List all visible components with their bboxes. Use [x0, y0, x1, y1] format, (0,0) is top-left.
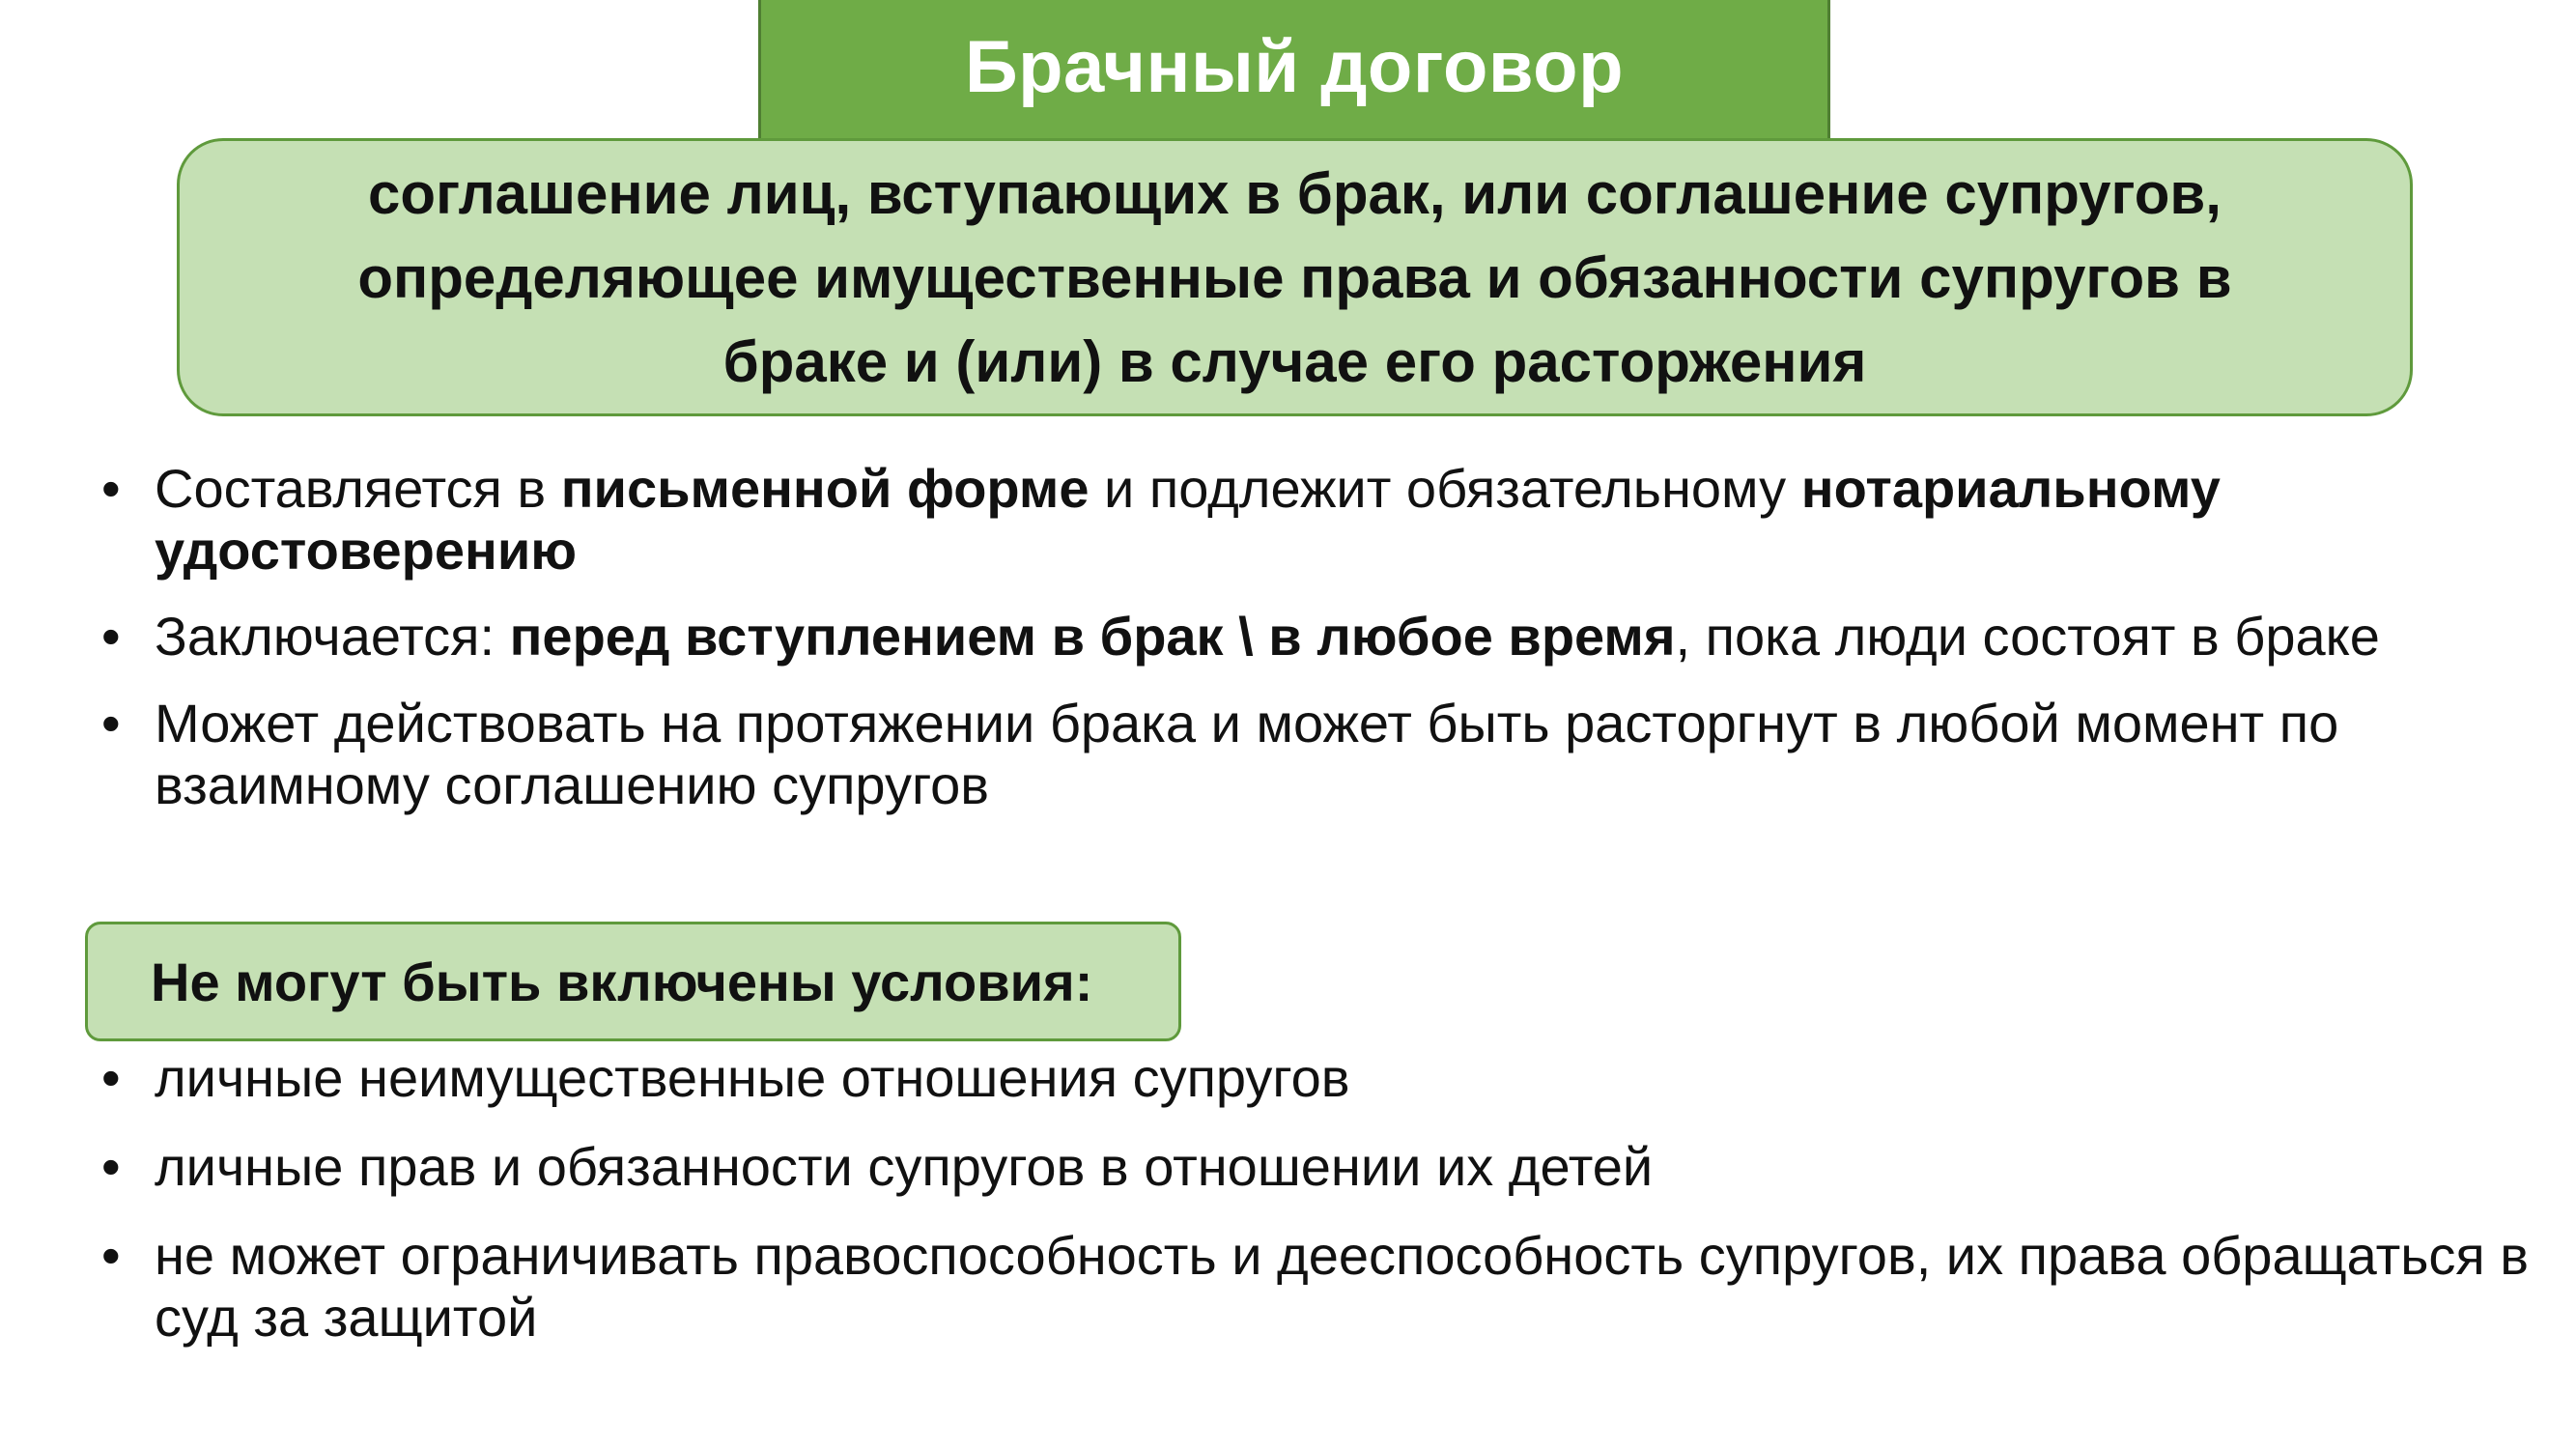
title-banner [758, 0, 1830, 145]
feature-text-part: перед вступлением в брак \ в любое время [509, 606, 1676, 667]
features-list [101, 458, 2535, 816]
feature-text-part: письменной форме [560, 458, 1090, 519]
feature-text-part: , пока люди состоят в браке [1675, 606, 2380, 667]
conditions-heading: Не могут быть включены условия: [151, 951, 1093, 1012]
feature-text-part: и подлежит обязательному [1089, 458, 1801, 519]
condition-text: личные прав и обязанности супругов в отношении их детей [155, 1136, 1654, 1197]
feature-item [101, 693, 2535, 816]
bullet-icon: • [101, 458, 121, 519]
condition-item [101, 1225, 2535, 1349]
feature-text-part: Составляется в [155, 458, 561, 519]
definition-box [177, 138, 2413, 416]
bullet-icon: • [101, 1047, 121, 1108]
conditions-list [101, 1047, 2535, 1349]
bullet-icon: • [101, 693, 121, 753]
feature-item [101, 458, 2535, 582]
bullet-icon: • [101, 1136, 121, 1197]
condition-item [101, 1136, 2535, 1198]
bullet-icon: • [101, 1225, 121, 1286]
conditions-heading-box [85, 922, 1181, 1041]
bullet-icon: • [101, 606, 121, 667]
feature-text-part: нотариальному удостоверению [155, 458, 2221, 581]
feature-text-part: Может действовать на протяжении брака и может быть расторгнут в любой момент по взаимному соглашению супругов [155, 693, 2339, 815]
definition-text: соглашение лиц, вступающих в брак, или соглашение супругов, определяющее имущественные права и обязанности супругов в браке и (или) в случае его расторжения [357, 160, 2232, 394]
condition-item [101, 1047, 2535, 1109]
condition-text: не может ограничивать правоспособность и дееспособность супругов, их права обращаться в суд за защитой [155, 1225, 2530, 1348]
condition-text: личные неимущественные отношения супругов [155, 1047, 1350, 1108]
slide-title: Брачный договор [965, 26, 1624, 108]
feature-text-part: Заключается: [155, 606, 510, 667]
feature-item [101, 606, 2535, 668]
